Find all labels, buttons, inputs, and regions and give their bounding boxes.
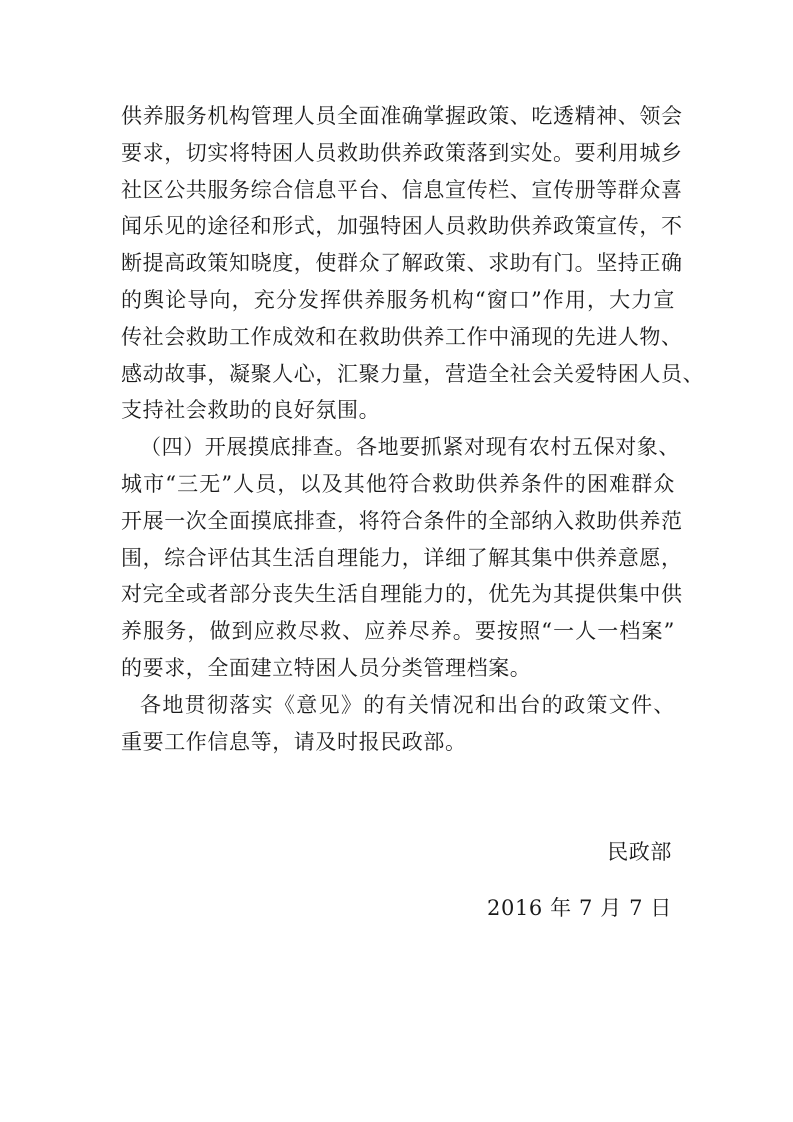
paragraph-2-line-3: 开展一次全面摸底排查，将符合条件的全部纳入救助供养范 bbox=[121, 508, 683, 533]
paragraph-2-line-6: 养服务，做到应救尽救、应养尽养。要按照“一人一档案” bbox=[121, 619, 675, 644]
paragraph-2-line-4: 围，综合评估其生活自理能力，详细了解其集中供养意愿， bbox=[121, 545, 683, 570]
paragraph-2-line-5: 对完全或者部分丧失生活自理能力的，优先为其提供集中供 bbox=[121, 582, 683, 607]
paragraph-2-line-1: （四）开展摸底排查。各地要抓紧对现有农村五保对象、 bbox=[140, 435, 680, 460]
paragraph-1-line-7: 传社会救助工作成效和在救助供养工作中涌现的先进人物、 bbox=[121, 324, 683, 349]
paragraph-3-line-1: 各地贯彻落实《意见》的有关情况和出台的政策文件、 bbox=[140, 692, 675, 717]
signature-date: 2016 年 7 月 7 日 bbox=[487, 896, 672, 920]
paragraph-1-line-6: 的舆论导向，充分发挥供养服务机构“窗口”作用，大力宣 bbox=[121, 287, 675, 312]
paragraph-3-line-2: 重要工作信息等，请及时报民政部。 bbox=[121, 729, 467, 754]
paragraph-1-line-5: 断提高政策知晓度，使群众了解政策、求助有门。坚持正确 bbox=[121, 251, 683, 276]
paragraph-1-line-8: 感动故事，凝聚人心，汇聚力量，营造全社会关爱特困人员、 bbox=[121, 361, 705, 386]
paragraph-1-line-4: 闻乐见的途径和形式，加强特困人员救助供养政策宣传，不 bbox=[121, 214, 683, 239]
paragraph-1-line-3: 社区公共服务综合信息平台、信息宣传栏、宣传册等群众喜 bbox=[121, 177, 683, 202]
paragraph-1-line-1: 供养服务机构管理人员全面准确掌握政策、吃透精神、领会 bbox=[121, 104, 683, 128]
paragraph-2-line-2: 城市“三无”人员，以及其他符合救助供养条件的困难群众 bbox=[121, 471, 675, 496]
document-body bbox=[121, 98, 705, 760]
signature-organization: 民政部 bbox=[607, 840, 672, 864]
paragraph-1-line-2: 要求，切实将特困人员救助供养政策落到实处。要利用城乡 bbox=[121, 140, 683, 165]
paragraph-2-line-7: 的要求，全面建立特困人员分类管理档案。 bbox=[121, 655, 532, 680]
paragraph-1-line-9: 支持社会救助的良好氛围。 bbox=[121, 398, 381, 423]
